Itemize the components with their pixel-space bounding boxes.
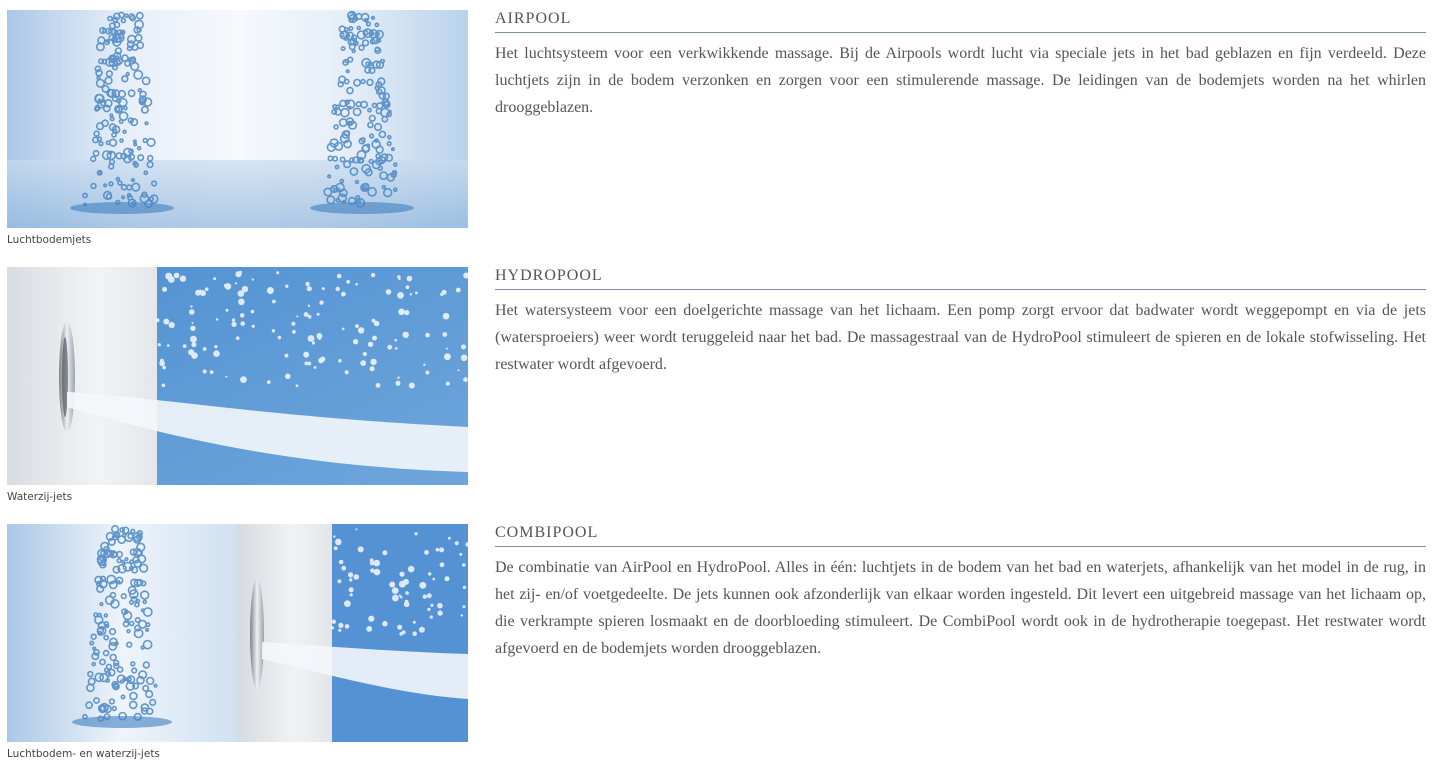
- water-side-jets-photo: [7, 267, 468, 485]
- air-bottom-jets-photo: [7, 10, 468, 228]
- section-title: AIRPOOL: [495, 10, 1426, 33]
- section-airpool: [0, 10, 1437, 260]
- photo-caption: Waterzij-jets: [7, 491, 73, 503]
- section-hydropool: [0, 267, 1437, 517]
- section-title: HYDROPOOL: [495, 267, 1426, 290]
- air-and-water-jets-photo: [7, 524, 468, 742]
- section-combipool: [0, 524, 1437, 774]
- photo-caption: Luchtbodem- en waterzij-jets: [7, 748, 160, 760]
- section-text: De combinatie van AirPool en HydroPool. Alles in één: luchtjets in de bodem van het bad en waterjets, afhankelijk van het model in de rug, in het zij- en/of voetgedeelte. De jets kunnen ook afzonderlijk van elkaar worden ingesteld. Dit levert een uitgebreid massage van het lichaam op, die verkrampte spieren losmaakt en de doorbloeding stimuleert. De CombiPool wordt ook in de hydrotherapie toegepast. Het restwater wordt afgevoerd en de bodemjets worden drooggeblazen.: [495, 559, 1426, 657]
- section-text: Het luchtsysteem voor een verkwikkende massage. Bij de Airpools wordt lucht via speciale jets in het bad geblazen en fijn verdeeld. Deze luchtjets zijn in de bodem verzonken en zorgen voor een stimulerende massage. De leidingen van de bodemjets worden na het whirlen drooggeblazen.: [495, 45, 1426, 116]
- section-title: COMBIPOOL: [495, 524, 1426, 547]
- photo-caption: Luchtbodemjets: [7, 234, 92, 246]
- section-text: Het watersysteem voor een doelgerichte massage van het lichaam. Een pomp zorgt ervoor dat badwater wordt weggepompt en via de jets (watersproeiers) weer wordt teruggeleid naar het bad. De massagestraal van de HydroPool stimuleert de spieren en de lokale stofwisseling. Het restwater wordt afgevoerd.: [495, 302, 1426, 373]
